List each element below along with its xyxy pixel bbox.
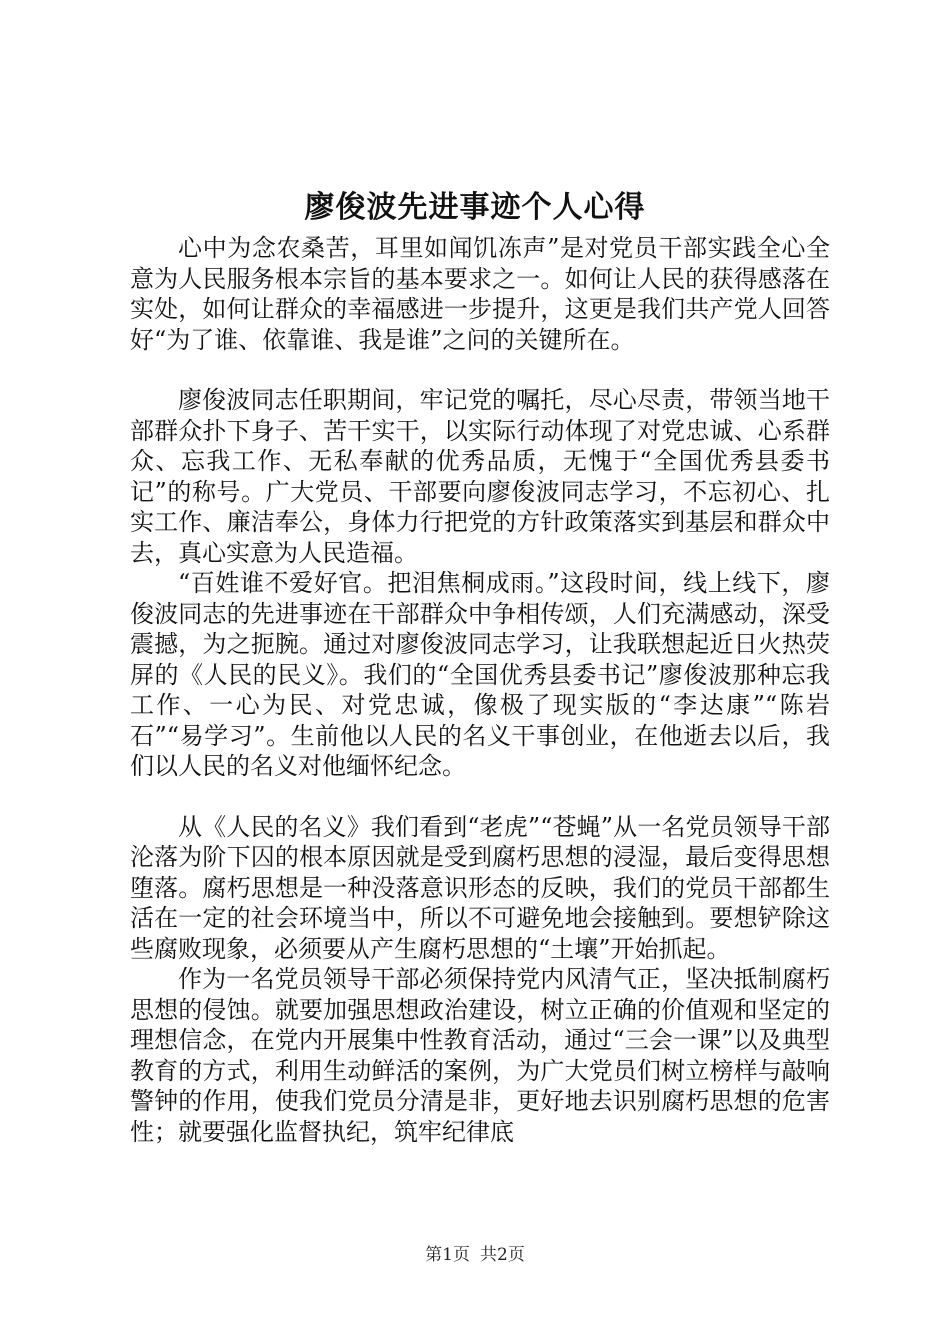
document-body (130, 233, 830, 1147)
paragraph: 作为一名党员领导干部必须保持党内风清气正，坚决抵制腐朽思想的侵蚀。就要加强思想政治建设，树立正确的价值观和坚定的理想信念，在党内开展集中性教育活动，通过“三会一课”以及典型教育的方式，利用生动鲜活的案例，为广大党员们树立榜样与敲响警钟的作用，使我们党员分清是非，更好地去识别腐朽思想的危害性；就要强化监督执纪，筑牢纪律底 (130, 965, 830, 1146)
paragraph: 廖俊波同志任职期间，牢记党的嘱托，尽心尽责，带领当地干部群众扑下身子、苦干实干，以实际行动体现了对党忠诚、心系群众、忘我工作、无私奉献的优秀品质，无愧于“全国优秀县委书记”的称号。广大党员、干部要向廖俊波同志学习，不忘初心、扎实工作、廉洁奉公，身体力行把党的方针政策落实到基层和群众中去，真心实意为人民造福。 (130, 386, 830, 567)
document-title: 廖俊波先进事迹个人心得 (304, 190, 646, 225)
paragraph: 从《人民的名义》我们看到“老虎”“苍蝇”从一名党员领导干部沦落为阶下囚的根本原因就是受到腐朽思想的浸湿，最后变得思想堕落。腐朽思想是一种没落意识形态的反映，我们的党员干部都生活在一定的社会环境当中，所以不可避免地会接触到。要想铲除这些腐败现象，必须要从产生腐朽思想的“土壤”开始抓起。 (130, 812, 830, 963)
page-number: 第1页 (425, 1245, 470, 1265)
paragraph: “百姓谁不爱好官。把泪焦桐成雨。”这段时间，线上线下，廖俊波同志的先进事迹在干部群众中争相传颂，人们充满感动，深受震撼，为之扼腕。通过对廖俊波同志学习，让我联想起近日火热荧屏的《人民的民义》。我们的“全国优秀县委书记”廖俊波那种忘我工作、一心为民、对党忠诚，像极了现实版的“李达康”“陈岩石”“易学习”。生前他以人民的名义干事创业，在他逝去以后，我们以人民的名义对他缅怀纪念。 (130, 569, 830, 780)
page-footer (0, 1244, 950, 1266)
page-total: 共2页 (480, 1245, 525, 1265)
paragraph: 心中为念农桑苦，耳里如闻饥冻声”是对党员干部实践全心全意为人民服务根本宗旨的基本要求之一。如何让人民的获得感落在实处，如何让群众的幸福感进一步提升，这更是我们共产党人回答好“为了谁、依靠谁、我是谁”之问的关键所在。 (130, 234, 830, 354)
